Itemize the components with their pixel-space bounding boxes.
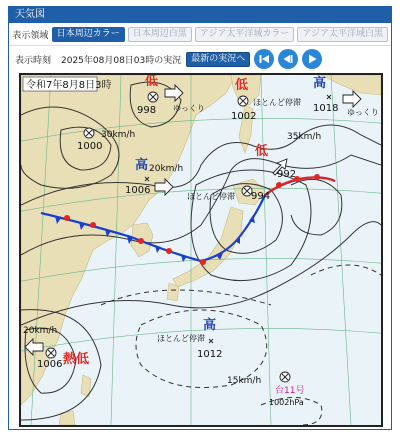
- high-3-pressure: 1012: [197, 349, 223, 360]
- typhoon-pressure: 1002hPa: [269, 398, 304, 407]
- region-label: 表示領域: [12, 31, 49, 41]
- high-1-kind: 高: [313, 76, 327, 91]
- region-row: [9, 24, 391, 46]
- next-button[interactable]: [302, 49, 322, 69]
- low-4-speed: 35km/h: [287, 132, 322, 142]
- low-3-speed: 30km/h: [101, 130, 136, 140]
- low-4-kind: 低: [255, 144, 269, 159]
- tab-asia-mono[interactable]: アジア太平洋域白黒: [297, 27, 388, 42]
- skip-back-icon: [258, 53, 270, 65]
- low-2-pressure: 1002: [231, 111, 257, 122]
- high-2-speed: 20km/h: [149, 164, 184, 174]
- weather-map-panel: [8, 6, 392, 430]
- map-date-label: 令和7年8月8日3時: [26, 80, 112, 91]
- prev-button[interactable]: [278, 49, 298, 69]
- typhoon-speed: 15km/h: [227, 376, 262, 386]
- high-1-speed: ゆっくり: [347, 108, 379, 117]
- latest-button[interactable]: 最新の実況へ: [186, 52, 250, 67]
- low-1-speed: ゆっくり: [173, 104, 205, 113]
- tab-asia-color[interactable]: アジア太平洋域カラー: [195, 27, 295, 42]
- low-2-speed: ほとんど停滞: [253, 98, 301, 107]
- first-button[interactable]: [254, 49, 274, 69]
- step-back-icon: [282, 53, 294, 65]
- low-5-speed: ほとんど停滞: [187, 192, 235, 201]
- tlow-speed: 20km/h: [23, 326, 58, 336]
- tab-japan-color[interactable]: 日本周辺カラー: [52, 27, 125, 42]
- high-2-kind: 高: [135, 158, 149, 173]
- low-5-pressure: 994: [251, 191, 271, 202]
- tlow-kind: 熱低: [63, 352, 90, 367]
- low-2-kind: 低: [235, 78, 249, 93]
- tab-japan-mono[interactable]: 日本周辺白黒: [128, 27, 192, 42]
- low-1-pressure: 998: [137, 105, 157, 116]
- low-3-pressure: 1000: [77, 141, 103, 152]
- high-3-kind: 高: [203, 318, 217, 333]
- high-2-pressure: 1006: [125, 185, 151, 196]
- play-icon: [306, 53, 318, 65]
- low-1-kind: 低: [145, 75, 159, 89]
- high-3-speed: ほとんど停滞: [157, 334, 205, 343]
- panel-title: 天気図: [9, 7, 391, 23]
- low-4-pressure: 992: [277, 169, 297, 180]
- tlow-pressure: 1006: [37, 359, 63, 370]
- time-row: [9, 47, 391, 71]
- weather-map: [19, 73, 383, 427]
- weather-map-canvas: [21, 75, 381, 425]
- time-label: 表示時刻: [14, 55, 51, 66]
- typhoon-name: 台11号: [275, 386, 305, 396]
- high-1-pressure: 1018: [313, 103, 339, 114]
- current-time: 2025年08月08日03時の実況: [61, 55, 182, 66]
